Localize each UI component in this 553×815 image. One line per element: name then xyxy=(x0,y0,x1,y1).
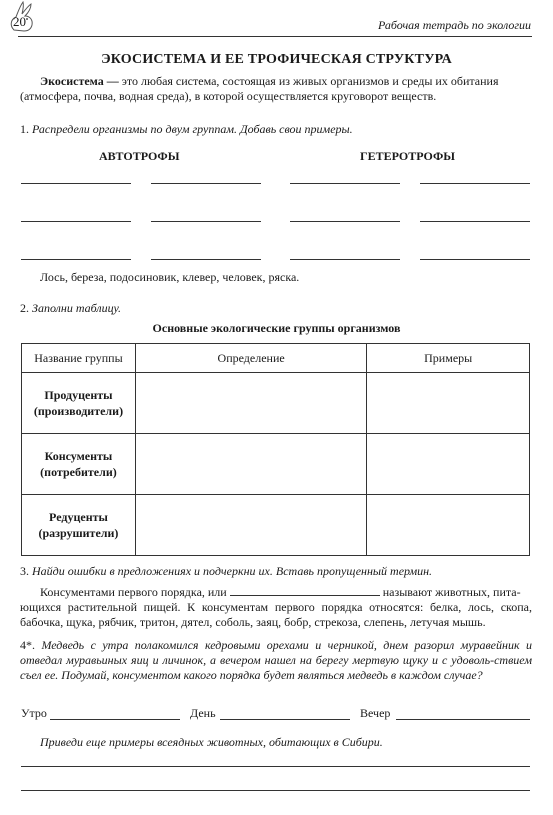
task3-prompt: Найди ошибки в предложениях и подчеркни их. Вставь пропущенный термин. xyxy=(32,564,433,578)
column-header: Определение xyxy=(135,344,366,373)
task4-number: 4*. xyxy=(20,638,42,652)
task3-first-line xyxy=(20,584,532,600)
group-name: Консументы xyxy=(44,449,113,463)
task3-text-a: Консументами первого порядка, или xyxy=(40,585,227,599)
group-subtitle: (разрушители) xyxy=(38,526,119,540)
answer-line[interactable] xyxy=(151,221,261,222)
answer-line[interactable] xyxy=(290,259,400,260)
answer-line[interactable] xyxy=(420,259,530,260)
task2-heading xyxy=(20,301,532,316)
answer-line[interactable] xyxy=(420,221,530,222)
answer-line[interactable] xyxy=(290,221,400,222)
ecological-groups-table xyxy=(21,343,530,556)
table-title: Основные экологические группы организмов xyxy=(152,321,401,335)
definition-term: Экосистема — xyxy=(40,74,119,88)
answer-line[interactable] xyxy=(21,221,131,222)
task2-number: 2. xyxy=(20,301,32,315)
task3-text-c: ющихся растительной пищей. К консументам первого порядка относятся: белка, лось, скопа, бабочка, щука, рябчик, тритон, дятел, соболь, заяц, бобр, стрекоза, слепень, летучая мышь. xyxy=(20,600,532,629)
group-name: Редуценты xyxy=(49,510,108,524)
group-subtitle: (производители) xyxy=(33,404,124,418)
task4-extra-prompt: Приведи еще примеры всеядных животных, обитающих в Сибири. xyxy=(40,735,383,749)
table-row xyxy=(22,495,530,556)
answer-line[interactable] xyxy=(21,766,530,767)
header-title: Рабочая тетрадь по экологии xyxy=(378,18,531,32)
page-number: 20 xyxy=(13,14,26,29)
task4-heading xyxy=(20,638,532,683)
group-subtitle: (потребители) xyxy=(40,465,117,479)
morning-label: Утро xyxy=(21,706,47,720)
answer-line[interactable] xyxy=(151,259,261,260)
missing-term-blank[interactable] xyxy=(230,584,380,596)
table-row xyxy=(22,373,530,434)
evening-answer-line[interactable] xyxy=(396,719,530,720)
examples-cell[interactable] xyxy=(367,495,530,556)
table-row xyxy=(22,434,530,495)
answer-line[interactable] xyxy=(151,183,261,184)
header-divider xyxy=(18,36,532,37)
answer-line[interactable] xyxy=(21,183,131,184)
day-answer-line[interactable] xyxy=(220,719,350,720)
task2-prompt: Заполни таблицу. xyxy=(32,301,122,315)
group-name-cell xyxy=(22,434,136,495)
task4-prompt: Медведь с утра полакомился кедровыми орехами и черникой, днем разорил муравейник и отведал муравьиных яиц и личинок, а вечером нашел на берегу мертвую щуку и с удоволь-ствием съел ее. Подумай, консументом какого порядка будет являться медведь в каждом случае? xyxy=(20,638,533,682)
morning-answer-line[interactable] xyxy=(50,719,180,720)
examples-cell[interactable] xyxy=(367,373,530,434)
group-name-cell xyxy=(22,373,136,434)
group-name-cell xyxy=(22,495,136,556)
task1-heading xyxy=(20,122,532,137)
group-name: Продуценты xyxy=(44,388,113,402)
page-title: ЭКОСИСТЕМА И ЕЕ ТРОФИЧЕСКАЯ СТРУКТУРА xyxy=(101,52,452,67)
examples-cell[interactable] xyxy=(367,434,530,495)
answer-line[interactable] xyxy=(21,790,530,791)
definition-paragraph xyxy=(20,74,532,104)
definition-cell[interactable] xyxy=(135,495,366,556)
task3-heading xyxy=(20,564,532,579)
task1-prompt: Распредели организмы по двум группам. Добавь свои примеры. xyxy=(32,122,353,136)
definition-cell[interactable] xyxy=(135,373,366,434)
answer-line[interactable] xyxy=(290,183,400,184)
column-header: Название группы xyxy=(22,344,136,373)
task3-number: 3. xyxy=(20,564,32,578)
answer-line[interactable] xyxy=(420,183,530,184)
answer-line[interactable] xyxy=(21,259,131,260)
table-header-row xyxy=(22,344,530,373)
column-header: Примеры xyxy=(367,344,530,373)
definition-cell[interactable] xyxy=(135,434,366,495)
heterotrophs-header: ГЕТЕРОТРОФЫ xyxy=(360,149,456,163)
task1-examples: Лось, береза, подосиновик, клевер, человек, ряска. xyxy=(40,270,300,284)
day-label: День xyxy=(190,706,216,720)
task3-paragraph xyxy=(20,584,532,630)
evening-label: Вечер xyxy=(360,706,391,720)
task3-text-b: называют животных, пита- xyxy=(382,585,521,599)
definition-text: это любая система, состоящая из живых организмов и среды их обитания (атмосфера, почва, водная среда), в которой осуществляется круговорот веществ. xyxy=(20,74,499,103)
task1-number: 1. xyxy=(20,122,32,136)
autotrophs-header: АВТОТРОФЫ xyxy=(99,149,180,163)
